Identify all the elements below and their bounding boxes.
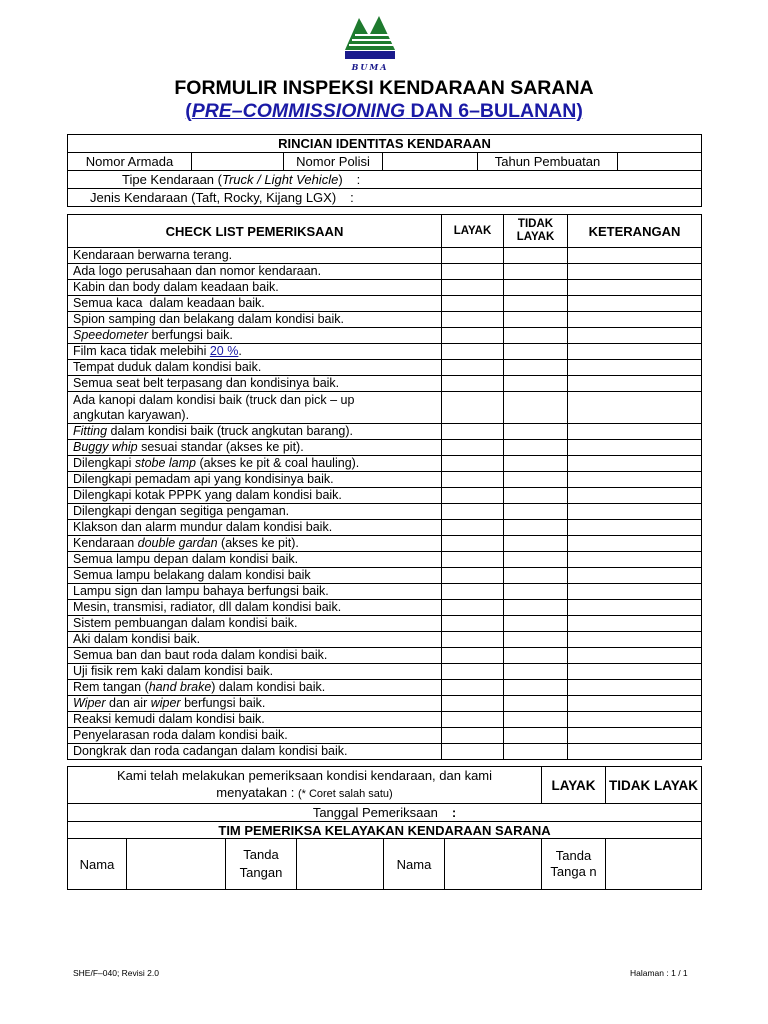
keterangan-cell[interactable] [568,360,702,376]
tanda-tangan-label-1: Tanda Tangan [226,839,297,890]
check-item: Semua lampu belakang dalam kondisi baik [68,568,442,584]
layak-cell[interactable] [442,696,504,712]
table-row [68,296,702,312]
keterangan-cell[interactable] [568,712,702,728]
table-row [68,552,702,568]
check-item: Reaksi kemudi dalam kondisi baik. [68,712,442,728]
form-subtitle: (PRE–COMMISSIONING DAN 6–BULANAN) [185,100,583,122]
identity-header: RINCIAN IDENTITAS KENDARAAN [68,135,702,153]
keterangan-cell[interactable] [568,696,702,712]
tidak-layak-cell[interactable] [504,376,568,392]
tidak-layak-cell[interactable] [504,504,568,520]
layak-cell[interactable] [442,456,504,472]
layak-cell[interactable] [442,616,504,632]
layak-cell[interactable] [442,440,504,456]
table-row [68,648,702,664]
layak-cell[interactable] [442,520,504,536]
keterangan-cell[interactable] [568,344,702,360]
layak-cell[interactable] [442,280,504,296]
layak-cell[interactable] [442,552,504,568]
layak-cell[interactable] [442,648,504,664]
table-row [68,328,702,344]
table-row [68,440,702,456]
layak-cell[interactable] [442,536,504,552]
tidak-layak-cell[interactable] [504,264,568,280]
table-row [68,632,702,648]
declaration-text: Kami telah melakukan pemeriksaan kondisi kendaraan, dan kami menyatakan : (* Coret salah satu) [68,767,542,804]
keterangan-cell[interactable] [568,520,702,536]
layak-cell[interactable] [442,312,504,328]
table-row [68,312,702,328]
keterangan-cell[interactable] [568,568,702,584]
layak-cell[interactable] [442,328,504,344]
check-item: Tempat duduk dalam kondisi baik. [68,360,442,376]
keterangan-cell[interactable] [568,632,702,648]
nomor-polisi-label: Nomor Polisi [284,153,383,171]
layak-cell[interactable] [442,424,504,440]
check-item: Lampu sign dan lampu bahaya berfungsi baik. [68,584,442,600]
table-row [68,248,702,264]
table-row [68,600,702,616]
table-row [68,712,702,728]
check-item: Film kaca tidak melebihi 20 %. [68,344,442,360]
tidak-layak-cell[interactable] [504,488,568,504]
layak-cell[interactable] [442,296,504,312]
keterangan-cell[interactable] [568,392,702,424]
keterangan-cell[interactable] [568,328,702,344]
tidak-layak-cell[interactable] [504,648,568,664]
checklist-table [67,214,702,760]
table-row [68,744,702,760]
logo-text: BUMA [351,62,389,72]
tidak-layak-header: TIDAK LAYAK [504,215,568,248]
jenis-kendaraan-row[interactable]: Jenis Kendaraan (Taft, Rocky, Kijang LGX) : [68,189,702,207]
tanda-tangan-field-1[interactable] [297,839,384,890]
check-item: Semua ban dan baut roda dalam kondisi baik. [68,648,442,664]
layak-cell[interactable] [442,360,504,376]
layak-cell[interactable] [442,344,504,360]
tidak-layak-cell[interactable] [504,344,568,360]
layak-cell[interactable] [442,568,504,584]
check-item: Semua seat belt terpasang dan kondisinya baik. [68,376,442,392]
layak-cell[interactable] [442,600,504,616]
check-item: Dilengkapi pemadam api yang kondisinya baik. [68,472,442,488]
keterangan-cell[interactable] [568,376,702,392]
check-item: Kendaraan double gardan (akses ke pit). [68,536,442,552]
team-header: TIM PEMERIKSA KELAYAKAN KENDARAAN SARANA [68,822,702,839]
check-item: Kabin dan body dalam keadaan baik. [68,280,442,296]
layak-cell[interactable] [442,392,504,424]
layak-cell[interactable] [442,584,504,600]
tidak-layak-cell[interactable] [504,360,568,376]
keterangan-cell[interactable] [568,584,702,600]
tidak-layak-cell[interactable] [504,680,568,696]
keterangan-cell[interactable] [568,680,702,696]
declaration-layak-option[interactable]: LAYAK [542,767,606,804]
table-row [68,488,702,504]
check-item: Dilengkapi dengan segitiga pengaman. [68,504,442,520]
check-item: Fitting dalam kondisi baik (truck angkutan barang). [68,424,442,440]
keterangan-cell[interactable] [568,248,702,264]
table-row [68,696,702,712]
layak-cell[interactable] [442,728,504,744]
nomor-polisi-field[interactable] [383,153,478,171]
tidak-layak-cell[interactable] [504,328,568,344]
layak-cell[interactable] [442,472,504,488]
check-item: Penyelarasan roda dalam kondisi baik. [68,728,442,744]
keterangan-cell[interactable] [568,616,702,632]
table-row [68,392,702,424]
check-item: Uji fisik rem kaki dalam kondisi baik. [68,664,442,680]
check-item: Dilengkapi stobe lamp (akses ke pit & coal hauling). [68,456,442,472]
keterangan-cell[interactable] [568,296,702,312]
checklist-header: CHECK LIST PEMERIKSAAN [68,215,442,248]
tidak-layak-cell[interactable] [504,600,568,616]
check-item: Rem tangan (hand brake) dalam kondisi baik. [68,680,442,696]
tanda-tangan-label-2: Tanda Tanga n [542,839,606,890]
check-item: Semua kaca dalam keadaan baik. [68,296,442,312]
buma-logo [343,14,397,76]
percent-link[interactable]: 20 % [209,344,239,358]
check-item: Mesin, transmisi, radiator, dll dalam kondisi baik. [68,600,442,616]
tidak-layak-cell[interactable] [504,632,568,648]
table-row [68,456,702,472]
keterangan-cell[interactable] [568,600,702,616]
table-row [68,680,702,696]
layak-cell[interactable] [442,376,504,392]
tidak-layak-cell[interactable] [504,552,568,568]
tidak-layak-cell[interactable] [504,728,568,744]
check-item: Spion samping dan belakang dalam kondisi baik. [68,312,442,328]
check-item: Klakson dan alarm mundur dalam kondisi baik. [68,520,442,536]
tidak-layak-cell[interactable] [504,456,568,472]
layak-cell[interactable] [442,504,504,520]
tidak-layak-cell[interactable] [504,472,568,488]
layak-cell[interactable] [442,744,504,760]
layak-header: LAYAK [442,215,504,248]
layak-cell[interactable] [442,664,504,680]
check-item: Wiper dan air wiper berfungsi baik. [68,696,442,712]
check-item: Semua lampu depan dalam kondisi baik. [68,552,442,568]
check-item: Aki dalam kondisi baik. [68,632,442,648]
check-item: Ada logo perusahaan dan nomor kendaraan. [68,264,442,280]
check-item: Ada kanopi dalam kondisi baik (truck dan pick – up angkutan karyawan). [68,392,442,424]
check-item: Buggy whip sesuai standar (akses ke pit). [68,440,442,456]
keterangan-cell[interactable] [568,664,702,680]
table-row [68,616,702,632]
tidak-layak-cell[interactable] [504,520,568,536]
table-row [68,504,702,520]
keterangan-cell[interactable] [568,536,702,552]
layak-cell[interactable] [442,264,504,280]
nomor-armada-field[interactable] [192,153,284,171]
check-item: Kendaraan berwarna terang. [68,248,442,264]
tanggal-pemeriksaan-row[interactable]: Tanggal Pemeriksaan : [68,804,702,822]
tipe-kendaraan-row[interactable]: Tipe Kendaraan (Truck / Light Vehicle) : [68,171,702,189]
table-row [68,360,702,376]
tidak-layak-cell[interactable] [504,312,568,328]
table-row [68,584,702,600]
table-row [68,728,702,744]
keterangan-cell[interactable] [568,456,702,472]
declaration-tidak-layak-option[interactable]: TIDAK LAYAK [606,767,702,804]
layak-cell[interactable] [442,680,504,696]
table-row [68,568,702,584]
page-number: Halaman : 1 / 1 [630,968,688,978]
layak-cell[interactable] [442,712,504,728]
table-row [68,472,702,488]
layak-cell[interactable] [442,488,504,504]
keterangan-header: KETERANGAN [568,215,702,248]
table-row [68,264,702,280]
keterangan-cell[interactable] [568,312,702,328]
table-row [68,344,702,360]
keterangan-cell[interactable] [568,488,702,504]
keterangan-cell[interactable] [568,264,702,280]
check-item: Sistem pembuangan dalam kondisi baik. [68,616,442,632]
document-code: SHE/F–040; Revisi 2.0 [73,968,159,978]
tidak-layak-cell[interactable] [504,248,568,264]
tahun-pembuatan-field[interactable] [618,153,702,171]
check-item: Speedometer berfungsi baik. [68,328,442,344]
table-row [68,520,702,536]
nama-label-1: Nama [68,839,127,890]
form-title: FORMULIR INSPEKSI KENDARAAN SARANA [174,77,594,99]
vehicle-identity-table [67,134,702,207]
keterangan-cell[interactable] [568,744,702,760]
check-item: Dilengkapi kotak PPPK yang dalam kondisi baik. [68,488,442,504]
keterangan-cell[interactable] [568,440,702,456]
tidak-layak-cell[interactable] [504,616,568,632]
table-row [68,424,702,440]
keterangan-cell[interactable] [568,472,702,488]
declaration-table [67,766,702,890]
table-row [68,664,702,680]
tidak-layak-cell[interactable] [504,424,568,440]
nomor-armada-label: Nomor Armada [68,153,192,171]
keterangan-cell[interactable] [568,648,702,664]
tidak-layak-cell[interactable] [504,280,568,296]
nama-label-2: Nama [384,839,445,890]
nama-field-2[interactable] [445,839,542,890]
tidak-layak-cell[interactable] [504,584,568,600]
nama-field-1[interactable] [127,839,226,890]
keterangan-cell[interactable] [568,504,702,520]
tidak-layak-cell[interactable] [504,440,568,456]
layak-cell[interactable] [442,248,504,264]
tidak-layak-cell[interactable] [504,712,568,728]
tidak-layak-cell[interactable] [504,664,568,680]
layak-cell[interactable] [442,632,504,648]
tidak-layak-cell[interactable] [504,744,568,760]
check-item: Dongkrak dan roda cadangan dalam kondisi baik. [68,744,442,760]
tidak-layak-cell[interactable] [504,392,568,424]
keterangan-cell[interactable] [568,424,702,440]
tidak-layak-cell[interactable] [504,696,568,712]
table-row [68,536,702,552]
tahun-pembuatan-label: Tahun Pembuatan [478,153,618,171]
keterangan-cell[interactable] [568,280,702,296]
tidak-layak-cell[interactable] [504,568,568,584]
table-row [68,280,702,296]
keterangan-cell[interactable] [568,552,702,568]
table-row [68,376,702,392]
tidak-layak-cell[interactable] [504,536,568,552]
tidak-layak-cell[interactable] [504,296,568,312]
keterangan-cell[interactable] [568,728,702,744]
tanda-tangan-field-2[interactable] [606,839,702,890]
